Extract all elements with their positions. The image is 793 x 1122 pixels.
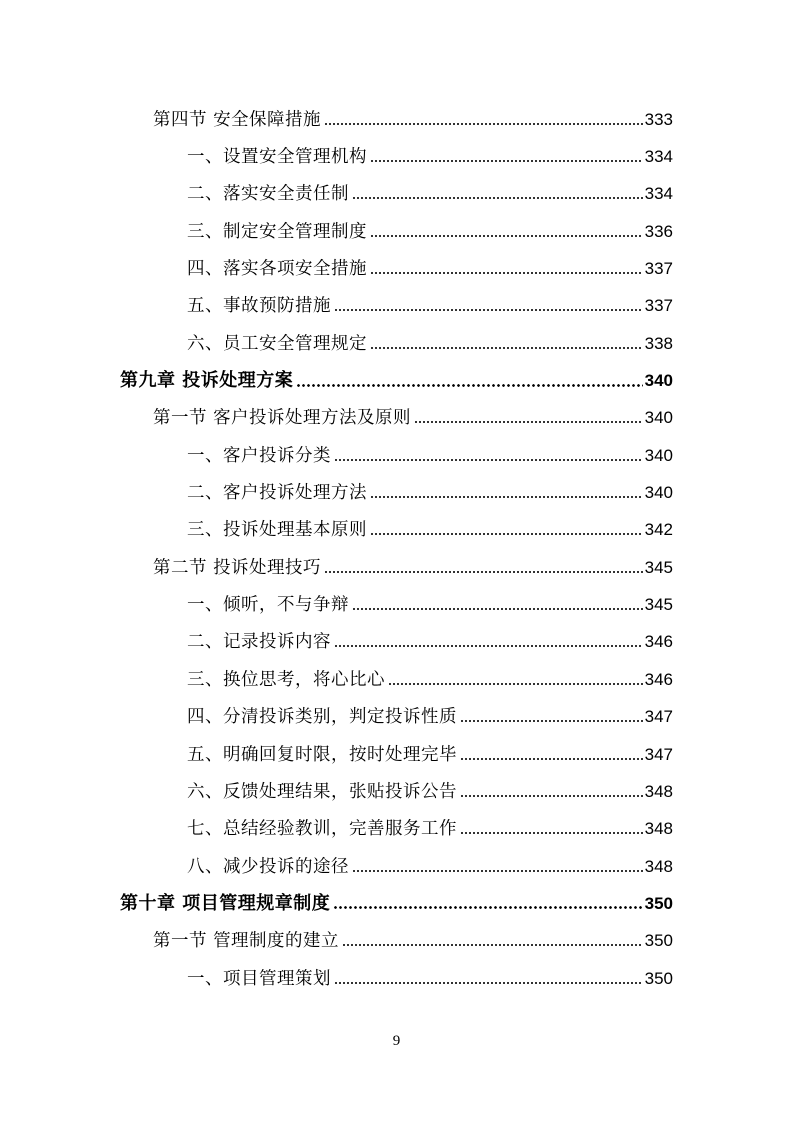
- toc-entry-page: 348: [644, 819, 673, 839]
- toc-entry-title: 四、分清投诉类别，判定投诉性质: [187, 707, 457, 728]
- toc-dot-leader: [334, 978, 643, 988]
- toc-entry-title: 三、投诉处理基本原则: [187, 520, 367, 541]
- toc-entry-page: 348: [644, 856, 673, 876]
- toc-entry-page: 347: [644, 744, 673, 764]
- toc-entry-page: 338: [644, 333, 673, 353]
- toc-entry-title: 五、明确回复时限，按时处理完毕: [187, 744, 457, 765]
- toc-entry-title: 一、设置安全管理机构: [187, 147, 367, 168]
- toc-entry[interactable]: [0, 400, 793, 437]
- toc-dot-leader: [460, 828, 643, 838]
- toc-dot-leader: [414, 417, 643, 427]
- toc-entry[interactable]: [0, 736, 793, 773]
- toc-entry-page: 336: [644, 221, 673, 241]
- toc-entry[interactable]: [0, 923, 793, 960]
- toc-entry-page: 350: [644, 893, 673, 913]
- toc-entry[interactable]: [0, 138, 793, 175]
- toc-entry[interactable]: [0, 250, 793, 287]
- toc-entry[interactable]: [0, 773, 793, 810]
- toc-entry[interactable]: [0, 699, 793, 736]
- toc-entry-title: 三、制定安全管理制度: [187, 221, 367, 242]
- toc-entry-title: 一、项目管理策划: [187, 968, 331, 989]
- table-of-contents: [0, 101, 793, 997]
- toc-entry[interactable]: [0, 325, 793, 362]
- toc-entry-page: 345: [644, 557, 673, 577]
- toc-dot-leader: [370, 529, 643, 539]
- page-number: 9: [392, 1033, 401, 1049]
- toc-dot-leader: [324, 567, 643, 577]
- toc-entry-page: 347: [644, 707, 673, 727]
- toc-entry[interactable]: [0, 437, 793, 474]
- toc-dot-leader: [370, 156, 643, 166]
- toc-dot-leader: [370, 492, 643, 502]
- toc-dot-leader: [334, 305, 643, 315]
- toc-entry-title: 七、总结经验教训，完善服务工作: [187, 819, 457, 840]
- toc-dot-leader: [334, 455, 643, 465]
- toc-entry[interactable]: [0, 213, 793, 250]
- toc-entry-page: 342: [644, 520, 673, 540]
- toc-entry-title: 六、反馈处理结果，张贴投诉公告: [187, 781, 457, 802]
- toc-dot-leader: [352, 866, 643, 876]
- toc-entry-page: 340: [644, 408, 673, 428]
- toc-entry-title: 二、落实安全责任制: [187, 184, 349, 205]
- toc-entry[interactable]: [0, 848, 793, 885]
- toc-entry-page: 340: [644, 445, 673, 465]
- toc-entry[interactable]: [0, 960, 793, 997]
- toc-entry[interactable]: [0, 624, 793, 661]
- toc-entry-title: 第二节 投诉处理技巧: [153, 557, 322, 578]
- toc-entry-page: 350: [644, 968, 673, 988]
- toc-dot-leader: [370, 231, 643, 241]
- toc-entry-title: 一、倾听，不与争辩: [187, 595, 349, 616]
- toc-entry-page: 340: [644, 483, 673, 503]
- toc-dot-leader: [333, 903, 642, 913]
- toc-entry[interactable]: [0, 288, 793, 325]
- toc-dot-leader: [296, 380, 642, 390]
- toc-entry-title: 一、客户投诉分类: [187, 445, 331, 466]
- toc-entry-title: 第十章 项目管理规章制度: [120, 892, 331, 914]
- toc-entry[interactable]: [0, 176, 793, 213]
- toc-entry-page: 346: [644, 669, 673, 689]
- toc-entry-title: 第四节 安全保障措施: [153, 109, 322, 130]
- toc-entry[interactable]: [0, 885, 793, 922]
- toc-entry-page: 334: [644, 184, 673, 204]
- toc-dot-leader: [388, 679, 643, 689]
- toc-dot-leader: [370, 343, 643, 353]
- toc-dot-leader: [324, 119, 643, 129]
- toc-entry-page: 333: [644, 109, 673, 129]
- toc-entry-title: 第一节 客户投诉处理方法及原则: [153, 408, 412, 429]
- toc-dot-leader: [460, 791, 643, 801]
- toc-dot-leader: [352, 193, 643, 203]
- toc-dot-leader: [352, 604, 643, 614]
- toc-entry-page: 334: [644, 147, 673, 167]
- toc-entry-page: 350: [644, 931, 673, 951]
- toc-entry[interactable]: [0, 474, 793, 511]
- toc-entry-title: 二、记录投诉内容: [187, 632, 331, 653]
- toc-entry-page: 337: [644, 259, 673, 279]
- toc-entry[interactable]: [0, 549, 793, 586]
- toc-entry-page: 346: [644, 632, 673, 652]
- toc-dot-leader: [334, 641, 643, 651]
- toc-entry-title: 八、减少投诉的途径: [187, 856, 349, 877]
- toc-dot-leader: [370, 268, 643, 278]
- toc-dot-leader: [460, 716, 643, 726]
- toc-entry-title: 二、客户投诉处理方法: [187, 483, 367, 504]
- toc-entry-page: 348: [644, 781, 673, 801]
- toc-entry-title: 第一节 管理制度的建立: [153, 931, 340, 952]
- toc-entry[interactable]: [0, 101, 793, 138]
- toc-entry[interactable]: [0, 362, 793, 399]
- toc-entry-title: 第九章 投诉处理方案: [120, 370, 294, 392]
- toc-entry-page: 337: [644, 296, 673, 316]
- toc-dot-leader: [460, 754, 643, 764]
- toc-entry-page: 340: [644, 371, 673, 391]
- toc-entry[interactable]: [0, 586, 793, 623]
- toc-entry[interactable]: [0, 512, 793, 549]
- toc-entry-title: 五、事故预防措施: [187, 296, 331, 317]
- toc-dot-leader: [342, 940, 643, 950]
- toc-entry-page: 345: [644, 595, 673, 615]
- toc-entry-title: 四、落实各项安全措施: [187, 259, 367, 280]
- toc-entry[interactable]: [0, 811, 793, 848]
- toc-entry-title: 六、员工安全管理规定: [187, 333, 367, 354]
- toc-entry-title: 三、换位思考，将心比心: [187, 669, 385, 690]
- toc-entry[interactable]: [0, 661, 793, 698]
